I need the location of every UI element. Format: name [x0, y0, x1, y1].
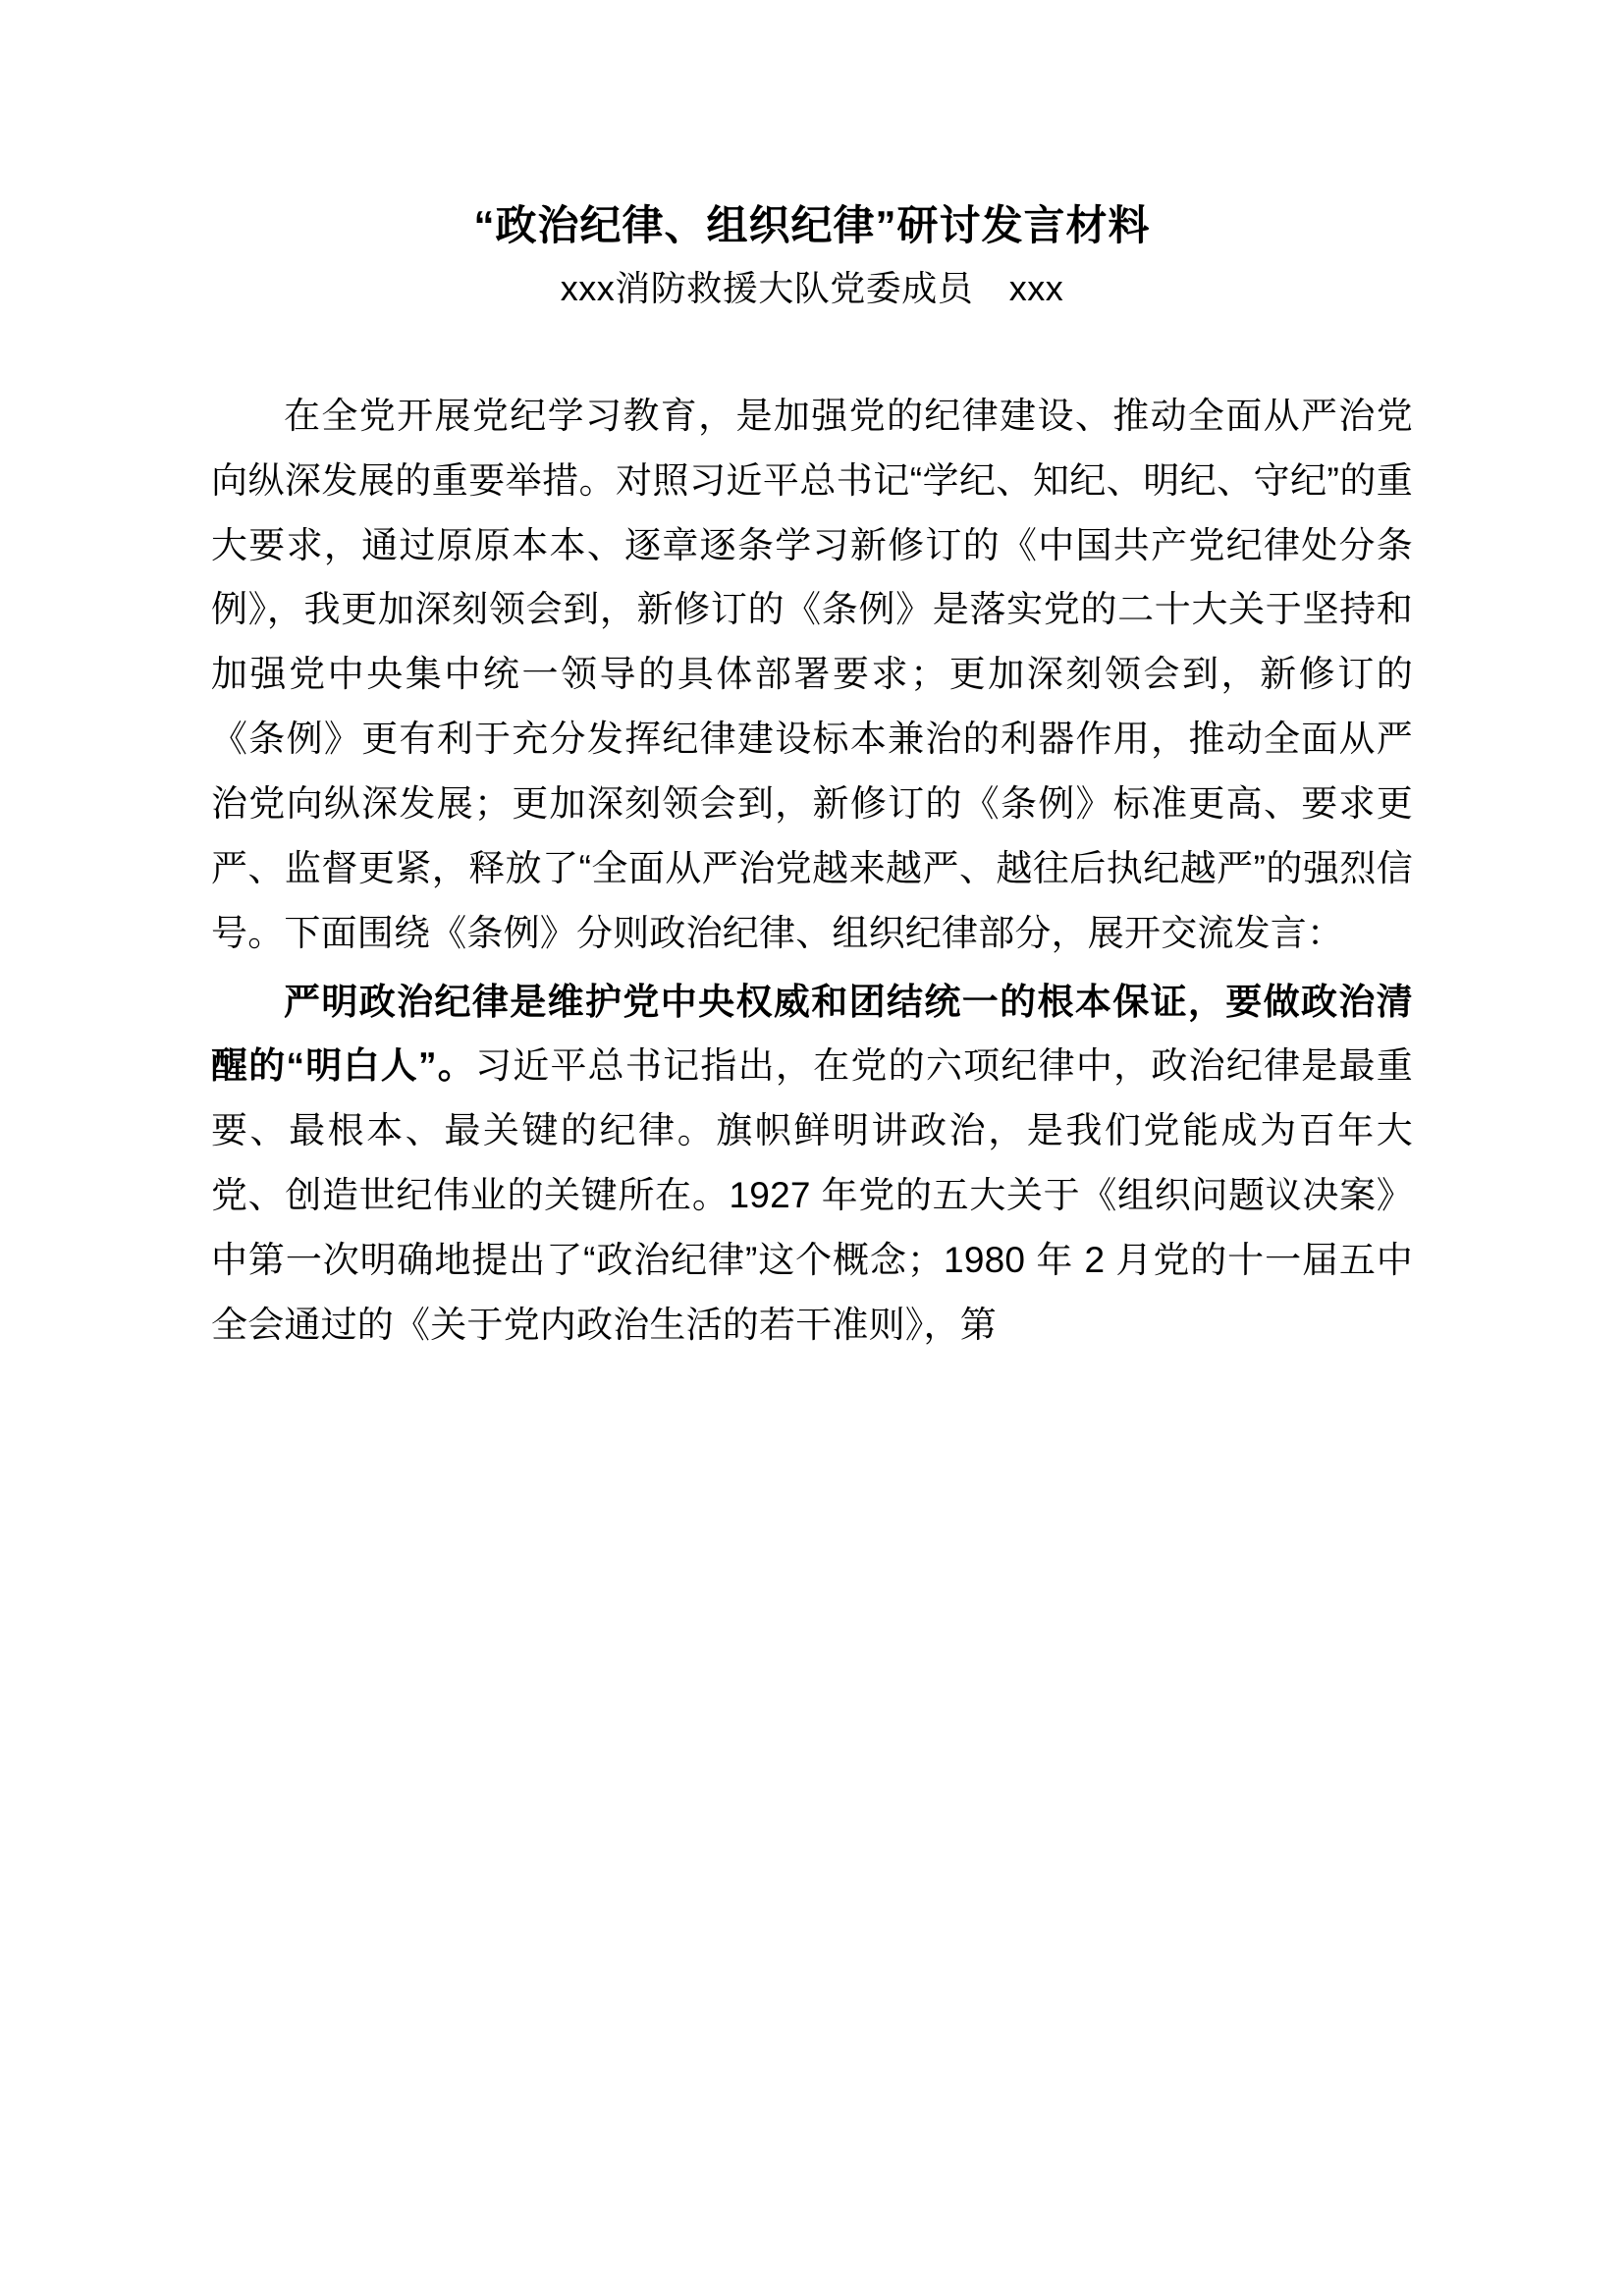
section-lead-bold: 严明政治纪律是维护党中央权威和团结统一的根本保证，要做政治清醒的“明白人”。 [211, 981, 1413, 1087]
paragraph-section-one [211, 970, 1413, 1358]
page-title: “政治纪律、组织纪律”研讨发言材料 [473, 202, 1151, 248]
section-lead-rest: 习近平总书记指出，在党的六项纪律中，政治纪律是最重要、最根本、最关键的纪律。旗帜鲜明讲政治，是我们党能成为百年大党、创造世纪伟业的关键所在。1927 年党的五大关于《组织问题议决案》中第一次明确地提出了“政治纪律”这个概念；1980 年 2 月党的十一届五中全会通过的《关于党内政治生活的若干准则》，第 [211, 1045, 1413, 1345]
document-subtitle: xxx消防救援大队党委成员 xxx [560, 267, 1064, 308]
paragraph-intro: 在全党开展党纪学习教育，是加强党的纪律建设、推动全面从严治党向纵深发展的重要举措。对照习近平总书记“学纪、知纪、明纪、守纪”的重大要求，通过原原本本、逐章逐条学习新修订的《中国共产党纪律处分条例》，我更加深刻领会到，新修订的《条例》是落实党的二十大关于坚持和加强党中央集中统一领导的具体部署要求；更加深刻领会到，新修订的《条例》更有利于充分发挥纪律建设标本兼治的利器作用，推动全面从严治党向纵深发展；更加深刻领会到，新修订的《条例》标准更高、要求更严、监督更紧，释放了“全面从严治党越来越严、越往后执纪越严”的强烈信号。下面围绕《条例》分则政治纪律、组织纪律部分，展开交流发言： [211, 395, 1413, 953]
